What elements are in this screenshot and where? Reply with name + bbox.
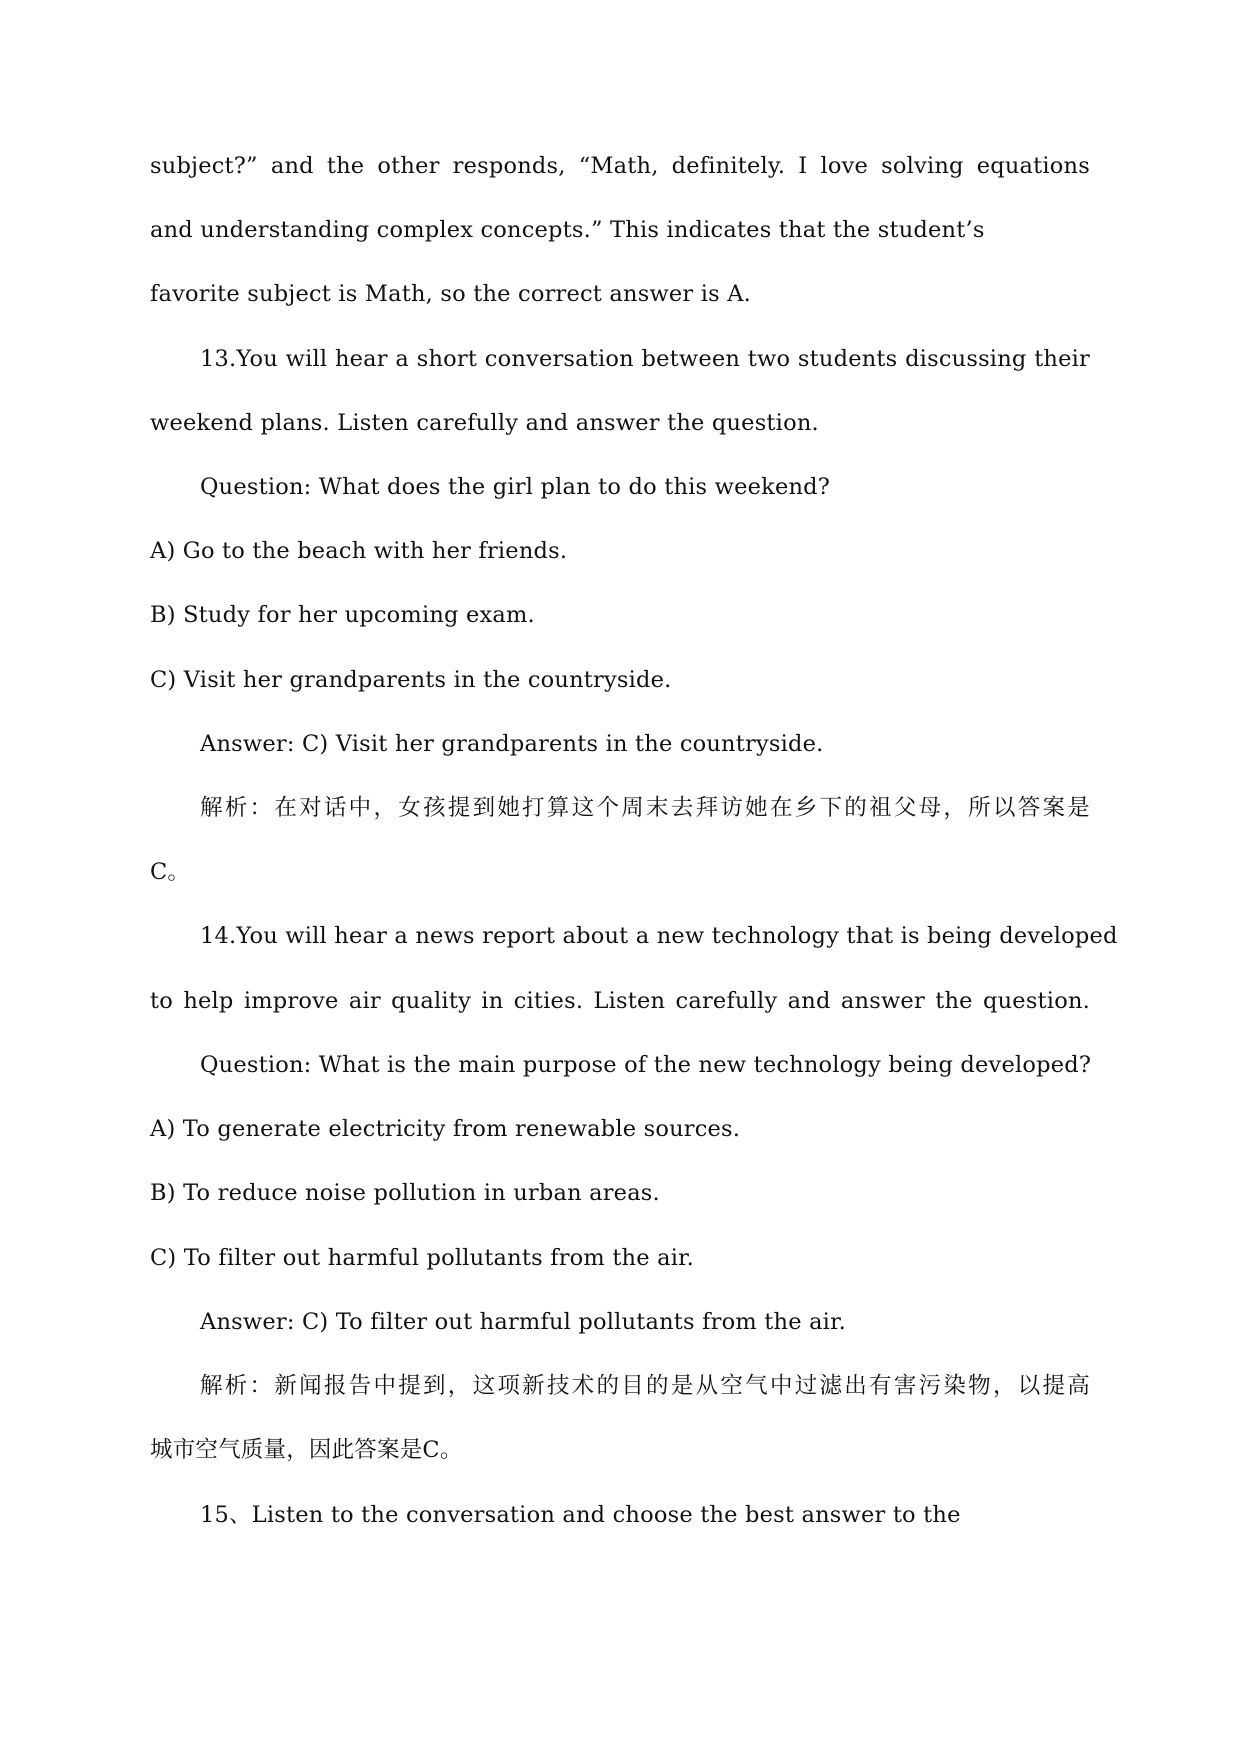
question-13-stem: 13.You will hear a short conversation between two students discussing their xyxy=(200,346,1090,372)
question-14-prompt: Question: What is the main purpose of the new technology being developed? xyxy=(200,1052,1092,1078)
question-14-analysis: 解析：新闻报告中提到，这项新技术的目的是从空气中过滤出有害污染物，以提高 xyxy=(200,1373,1090,1399)
question-15-stem: 15、Listen to the conversation and choose the best answer to the xyxy=(200,1502,961,1528)
text-line: 城市空气质量，因此答案是C。 xyxy=(150,1437,463,1463)
text-line: C。 xyxy=(150,859,191,885)
question-13-option-b: B) Study for her upcoming exam. xyxy=(150,602,535,628)
question-14-option-b: B) To reduce noise pollution in urban areas. xyxy=(150,1180,660,1206)
question-14-answer: Answer: C) To filter out harmful pollutants from the air. xyxy=(200,1309,846,1335)
question-13-answer: Answer: C) Visit her grandparents in the countryside. xyxy=(200,731,824,757)
text-line: and understanding complex concepts.” This indicates that the student’s xyxy=(150,217,985,243)
question-14-stem: 14.You will hear a news report about a new technology that is being developed xyxy=(200,923,1118,949)
text-line: favorite subject is Math, so the correct answer is A. xyxy=(150,281,752,307)
question-13-option-c: C) Visit her grandparents in the countryside. xyxy=(150,667,672,693)
text-line: to help improve air quality in cities. Listen carefully and answer the question. xyxy=(150,988,1090,1014)
question-14-option-c: C) To filter out harmful pollutants from the air. xyxy=(150,1245,694,1271)
question-13-analysis: 解析：在对话中，女孩提到她打算这个周末去拜访她在乡下的祖父母，所以答案是 xyxy=(200,795,1090,821)
question-13-option-a: A) Go to the beach with her friends. xyxy=(150,538,568,564)
text-line: subject?” and the other responds, “Math, definitely. I love solving equations xyxy=(150,153,1090,179)
question-13-prompt: Question: What does the girl plan to do this weekend? xyxy=(200,474,831,500)
question-14-option-a: A) To generate electricity from renewable sources. xyxy=(150,1116,741,1142)
text-line: weekend plans. Listen carefully and answer the question. xyxy=(150,410,819,436)
